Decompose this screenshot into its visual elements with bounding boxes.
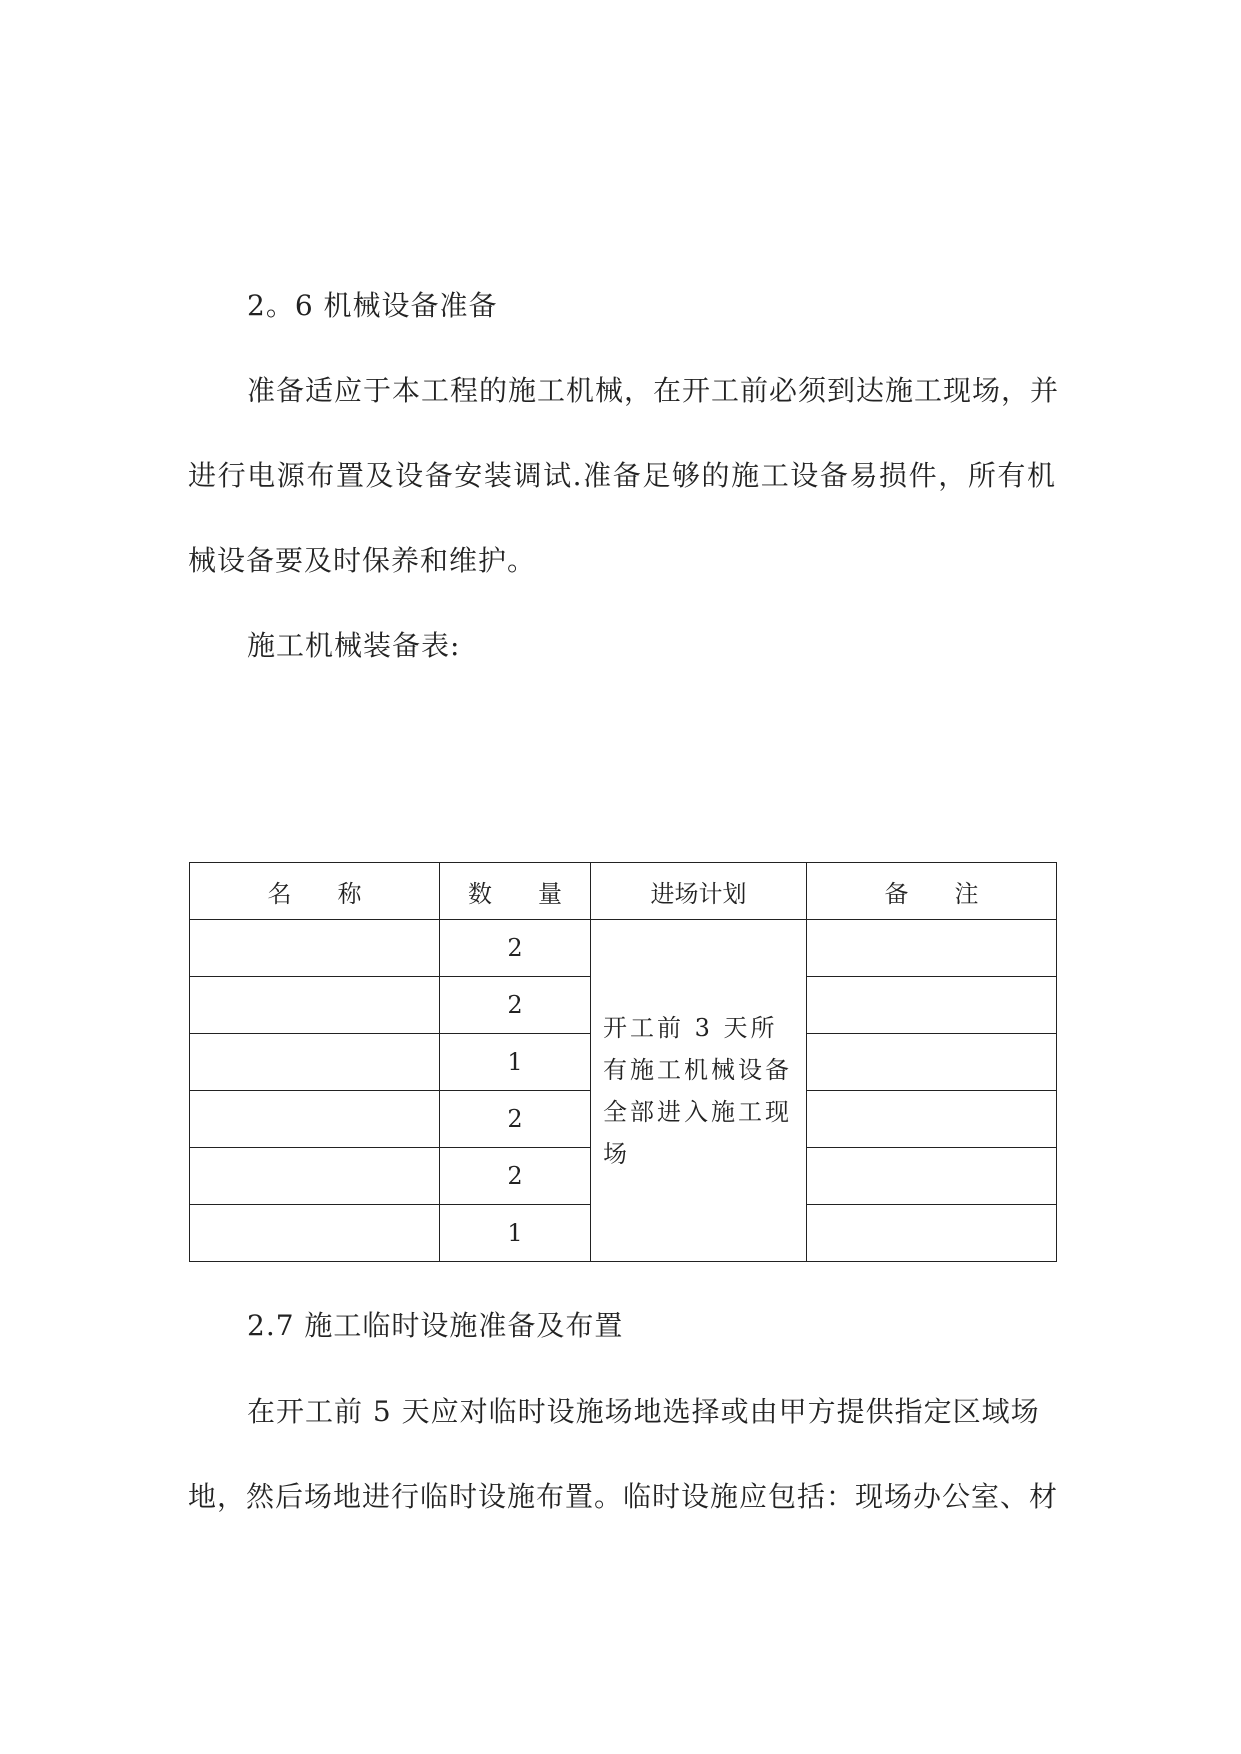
section-2-7-paragraph-line: 地，然后场地进行临时设施布置。临时设施应包括：现场办公室、材 [188,1480,1059,1513]
remark-cell [807,920,1057,977]
quantity-cell: 2 [440,920,591,977]
name-cell [190,1091,440,1148]
remark-cell [807,1091,1057,1148]
section-2-6-paragraph-line: 准备适应于本工程的施工机械，在开工前必须到达施工现场，并 [247,374,1060,407]
plan-cell: 开工前 3 天所有施工机械设备全部进入施工现场 [591,920,807,1262]
name-cell [190,1148,440,1205]
table-row [190,920,1057,977]
header-remark: 备 注 [807,863,1057,920]
equipment-table [189,862,1057,1262]
name-cell [190,977,440,1034]
section-2-7-paragraph-line: 在开工前 5 天应对临时设施场地选择或由甲方提供指定区域场 [247,1395,1040,1428]
name-cell [190,1205,440,1262]
section-2-6-heading: 2。6 机械设备准备 [247,289,498,322]
name-cell [190,1034,440,1091]
table-caption: 施工机械装备表: [247,629,461,662]
remark-cell [807,1205,1057,1262]
name-cell [190,920,440,977]
section-2-7-heading: 2.7 施工临时设施准备及布置 [247,1309,624,1342]
header-quantity: 数 量 [440,863,591,920]
quantity-cell: 2 [440,977,591,1034]
header-plan: 进场计划 [591,863,807,920]
quantity-cell: 1 [440,1205,591,1262]
remark-cell [807,1034,1057,1091]
header-name: 名 称 [190,863,440,920]
quantity-cell: 1 [440,1034,591,1091]
table-header-row [190,863,1057,920]
remark-cell [807,977,1057,1034]
remark-cell [807,1148,1057,1205]
section-2-6-paragraph-line: 进行电源布置及设备安装调试.准备足够的施工设备易损件，所有机 [188,459,1056,492]
quantity-cell: 2 [440,1091,591,1148]
section-2-6-paragraph-line: 械设备要及时保养和维护。 [188,544,537,577]
quantity-cell: 2 [440,1148,591,1205]
